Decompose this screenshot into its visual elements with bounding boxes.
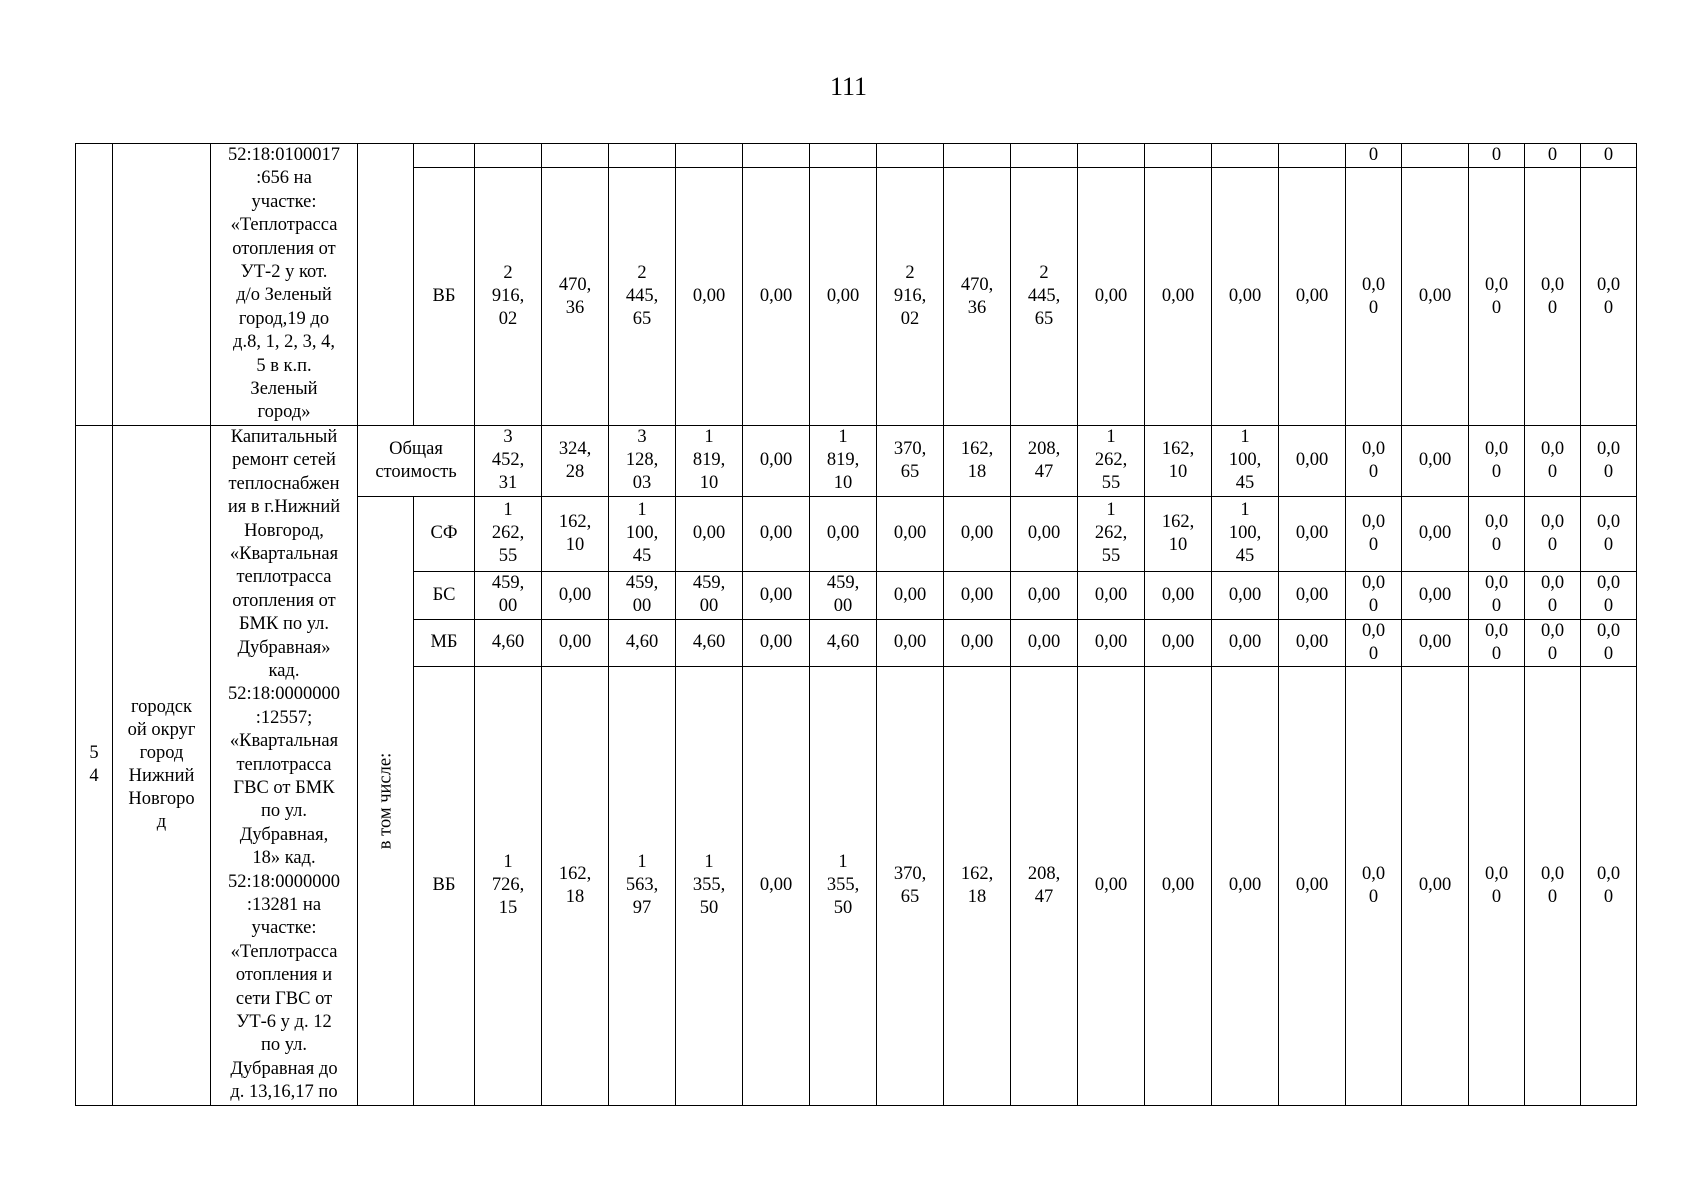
value-cell: 1 100, 45 [1212,425,1279,496]
page-number: 111 [829,72,868,101]
value-cell: 0,00 [1279,425,1346,496]
value-cell [1402,144,1469,168]
including-label-cell [358,496,414,1105]
value-cell: 4,60 [475,619,542,666]
value-cell: 162, 10 [1145,425,1212,496]
value-cell: 0,00 [743,496,810,571]
value-cell: 0,00 [1212,571,1279,619]
value-cell: 0,00 [944,619,1011,666]
value-cell [1011,144,1078,168]
value-cell [1078,144,1145,168]
value-cell: 162, 18 [542,666,609,1105]
value-cell: 0,0 0 [1469,425,1525,496]
value-cell: 0,0 0 [1525,496,1581,571]
value-cell: 0,0 0 [1469,571,1525,619]
row54-total-row [76,425,1637,496]
value-cell: 0,00 [743,571,810,619]
value-cell: 0,00 [1402,496,1469,571]
including-label: в том числе: [375,752,395,849]
row54-number: 5 4 [76,425,113,1105]
value-cell: 0,0 0 [1525,619,1581,666]
value-cell: 4,60 [609,619,676,666]
value-cell: 162, 18 [944,425,1011,496]
value-cell: 0,0 0 [1581,425,1637,496]
value-cell [676,144,743,168]
row53-municipality-cell [113,144,211,426]
value-cell: 0,0 0 [1581,168,1637,426]
value-cell: 0,00 [1402,571,1469,619]
value-cell: 470, 36 [542,168,609,426]
value-cell: 4,60 [676,619,743,666]
value-cell: 1 726, 15 [475,666,542,1105]
value-cell [810,144,877,168]
value-cell: 162, 10 [1145,496,1212,571]
value-cell [1145,144,1212,168]
value-cell: 0,00 [1402,168,1469,426]
value-cell: 0,00 [676,168,743,426]
value-cell: 0,0 0 [1346,571,1402,619]
value-cell: 0,00 [877,619,944,666]
value-cell: 0,00 [676,496,743,571]
value-cell: 0,0 0 [1525,571,1581,619]
value-cell: 0,00 [1279,168,1346,426]
value-cell: 0 [1346,144,1402,168]
value-cell: 1 355, 50 [676,666,743,1105]
value-cell: 0,00 [810,496,877,571]
value-cell: 208, 47 [1011,425,1078,496]
value-cell: 162, 18 [944,666,1011,1105]
value-cell: 4,60 [810,619,877,666]
value-cell: 459, 00 [810,571,877,619]
value-cell: 0,0 0 [1346,168,1402,426]
value-cell: 459, 00 [676,571,743,619]
source-label-vb: ВБ [414,168,475,426]
value-cell: 0,0 0 [1346,425,1402,496]
value-cell: 0,00 [1145,168,1212,426]
value-cell: 0,00 [1145,571,1212,619]
source-label-mb: МБ [414,619,475,666]
value-cell: 370, 65 [877,425,944,496]
value-cell: 3 128, 03 [609,425,676,496]
value-cell: 0,00 [743,666,810,1105]
value-cell: 0,0 0 [1346,619,1402,666]
value-cell: 1 819, 10 [676,425,743,496]
value-cell [944,144,1011,168]
row53-top-line [76,144,1637,168]
value-cell: 0 [1581,144,1637,168]
value-cell: 1 100, 45 [609,496,676,571]
value-cell: 0,00 [1011,619,1078,666]
value-cell: 0,0 0 [1581,496,1637,571]
value-cell: 0,00 [877,571,944,619]
value-cell: 0,00 [1212,619,1279,666]
value-cell: 0,00 [1402,666,1469,1105]
value-cell: 1 262, 55 [1078,425,1145,496]
value-cell: 1 355, 50 [810,666,877,1105]
value-cell: 0,00 [1078,666,1145,1105]
value-cell: 0 [1469,144,1525,168]
value-cell: 459, 00 [609,571,676,619]
value-cell [743,144,810,168]
row53-top-source-cell [414,144,475,168]
value-cell: 0,00 [1279,571,1346,619]
row53-cost-type-cell [358,144,414,426]
value-cell: 0,00 [1145,666,1212,1105]
value-cell: 459, 00 [475,571,542,619]
value-cell: 0,0 0 [1469,168,1525,426]
value-cell: 0,0 0 [1581,619,1637,666]
value-cell: 1 262, 55 [1078,496,1145,571]
row53-number-cell [76,144,113,426]
value-cell: 0,00 [877,496,944,571]
value-cell: 0,00 [1279,666,1346,1105]
value-cell: 0,0 0 [1525,666,1581,1105]
value-cell: 370, 65 [877,666,944,1105]
value-cell: 1 262, 55 [475,496,542,571]
value-cell: 1 819, 10 [810,425,877,496]
value-cell: 0,00 [1078,168,1145,426]
row54-municipality: городск ой округ город Нижний Новгоро д [113,425,211,1105]
value-cell: 0,00 [1011,496,1078,571]
value-cell: 1 563, 97 [609,666,676,1105]
value-cell: 0,00 [542,571,609,619]
value-cell [609,144,676,168]
value-cell: 470, 36 [944,168,1011,426]
value-cell: 0,0 0 [1346,666,1402,1105]
value-cell: 3 452, 31 [475,425,542,496]
value-cell: 0,00 [743,619,810,666]
value-cell: 0,0 0 [1469,666,1525,1105]
value-cell: 2 445, 65 [1011,168,1078,426]
value-cell: 0,0 0 [1525,168,1581,426]
total-cost-label: Общая стоимость [358,425,475,496]
value-cell [542,144,609,168]
source-label-bs: БС [414,571,475,619]
value-cell: 0,00 [944,571,1011,619]
value-cell: 0,00 [1011,571,1078,619]
value-cell: 0,0 0 [1581,571,1637,619]
value-cell: 0,00 [743,425,810,496]
value-cell: 0,00 [542,619,609,666]
value-cell: 0 [1525,144,1581,168]
value-cell: 0,00 [1279,496,1346,571]
value-cell: 324, 28 [542,425,609,496]
value-cell: 0,00 [1402,425,1469,496]
value-cell: 0,00 [1145,619,1212,666]
value-cell: 0,0 0 [1469,619,1525,666]
budget-table [75,143,1637,1106]
value-cell: 0,0 0 [1469,496,1525,571]
row53-description: 52:18:0100017 :656 на участке: «Теплотрасса отопления от УТ-2 у кот. д/о Зеленый город,19 до д.8, 1, 2, 3, 4, 5 в к.п. Зеленый город» [211,144,358,426]
value-cell: 0,00 [1212,168,1279,426]
value-cell: 0,00 [1078,619,1145,666]
value-cell: 0,00 [1212,666,1279,1105]
value-cell: 0,00 [1279,619,1346,666]
value-cell: 2 916, 02 [475,168,542,426]
value-cell: 0,00 [743,168,810,426]
value-cell: 0,00 [944,496,1011,571]
value-cell: 0,00 [1078,571,1145,619]
row54-description: Капитальный ремонт сетей теплоснабжен ия в г.Нижний Новгород, «Квартальная теплотрасса отопления от БМК по ул. Дубравная» кад. 52:18:0000000 :12557; «Квартальная теплотрасса ГВС от БМК по ул. Дубравная, 18» кад. 52:18:0000000 :13281 на участке: «Теплотрасса отопления и сети ГВС от УТ-6 у д. 12 по ул. Дубравная до д. 13,16,17 по [211,425,358,1105]
value-cell [475,144,542,168]
value-cell: 2 445, 65 [609,168,676,426]
value-cell: 0,00 [810,168,877,426]
value-cell: 2 916, 02 [877,168,944,426]
source-label-sf: СФ [414,496,475,571]
value-cell [877,144,944,168]
value-cell: 208, 47 [1011,666,1078,1105]
value-cell: 1 100, 45 [1212,496,1279,571]
value-cell [1212,144,1279,168]
value-cell: 162, 10 [542,496,609,571]
value-cell: 0,0 0 [1581,666,1637,1105]
value-cell: 0,00 [1402,619,1469,666]
value-cell: 0,0 0 [1346,496,1402,571]
value-cell [1279,144,1346,168]
source-label-vb: ВБ [414,666,475,1105]
value-cell: 0,0 0 [1525,425,1581,496]
